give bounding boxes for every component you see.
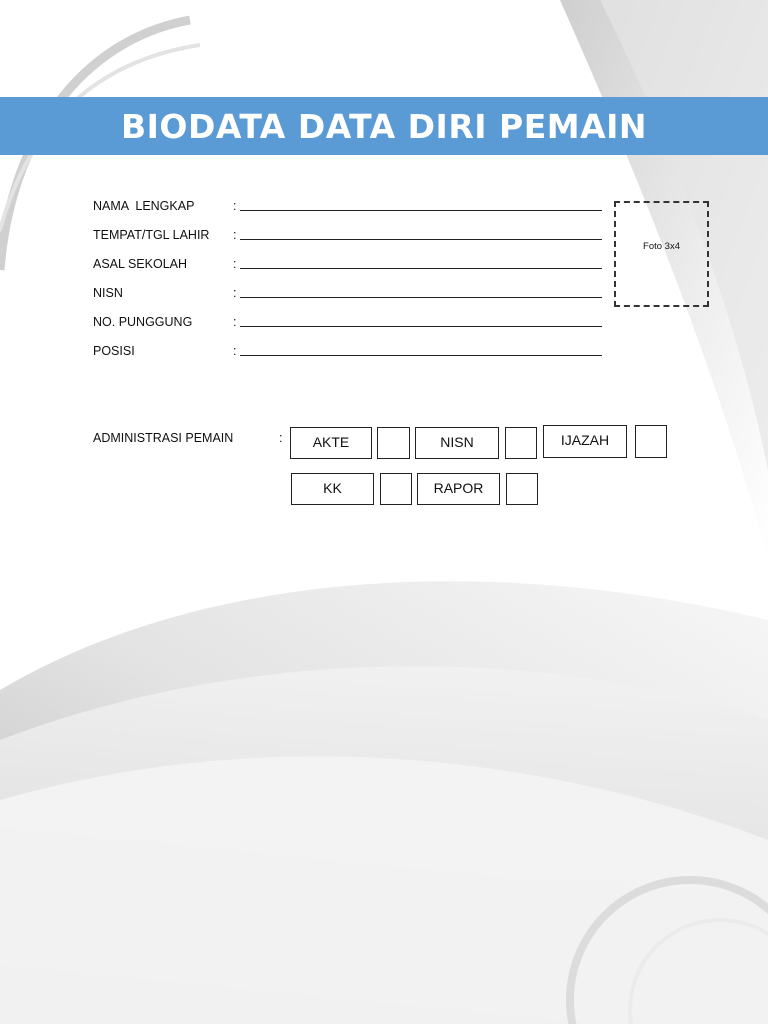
tempat-tgl-lahir-input-line[interactable] — [240, 239, 602, 240]
field-label: TEMPAT/TGL LAHIR — [93, 228, 210, 242]
field-label: NISN — [93, 286, 123, 300]
document-label-kk — [291, 473, 374, 505]
document-label-text: NISN — [440, 434, 474, 450]
field-colon: : — [233, 199, 237, 213]
document-label-text: IJAZAH — [560, 432, 610, 448]
page-title: BIODATA DATA DIRI PEMAIN — [120, 106, 648, 146]
document-label-ijazah — [543, 425, 627, 458]
checkbox-ijazah[interactable] — [635, 425, 667, 458]
checkbox-rapor[interactable] — [506, 473, 538, 505]
field-colon: : — [233, 315, 237, 329]
administration-colon: : — [279, 431, 283, 445]
field-label: NO. PUNGGUNG — [93, 315, 193, 329]
field-colon: : — [233, 228, 237, 242]
checkbox-kk[interactable] — [380, 473, 412, 505]
field-row-asal-sekolah — [93, 257, 613, 277]
title-bar — [0, 97, 768, 155]
photo-placeholder[interactable] — [614, 201, 709, 307]
document-label-nisn — [415, 427, 499, 459]
administration-label: ADMINISTRASI PEMAIN — [93, 431, 234, 445]
field-label: ASAL SEKOLAH — [93, 257, 188, 271]
document-label-akte — [290, 427, 372, 459]
nama-lengkap-input-line[interactable] — [240, 210, 602, 211]
no-punggung-input-line[interactable] — [240, 326, 602, 327]
field-row-no-punggung — [93, 315, 613, 335]
field-colon: : — [233, 344, 237, 358]
asal-sekolah-input-line[interactable] — [240, 268, 602, 269]
field-row-nama-lengkap — [93, 199, 613, 219]
document-label-text: KK — [323, 480, 342, 496]
posisi-input-line[interactable] — [240, 355, 602, 356]
field-row-nisn — [93, 286, 613, 306]
field-label: NAMA LENGKAP — [93, 199, 195, 213]
checkbox-nisn[interactable] — [505, 427, 537, 459]
field-row-tempat-tgl-lahir — [93, 228, 613, 248]
field-row-posisi — [93, 344, 613, 364]
field-label: POSISI — [93, 344, 135, 358]
nisn-input-line[interactable] — [240, 297, 602, 298]
document-label-rapor — [417, 473, 500, 505]
field-colon: : — [233, 286, 237, 300]
photo-label: Foto 3x4 — [643, 240, 680, 252]
checkbox-akte[interactable] — [377, 427, 410, 459]
document-label-text: RAPOR — [433, 480, 484, 496]
field-colon: : — [233, 257, 237, 271]
document-label-text: AKTE — [312, 434, 350, 450]
